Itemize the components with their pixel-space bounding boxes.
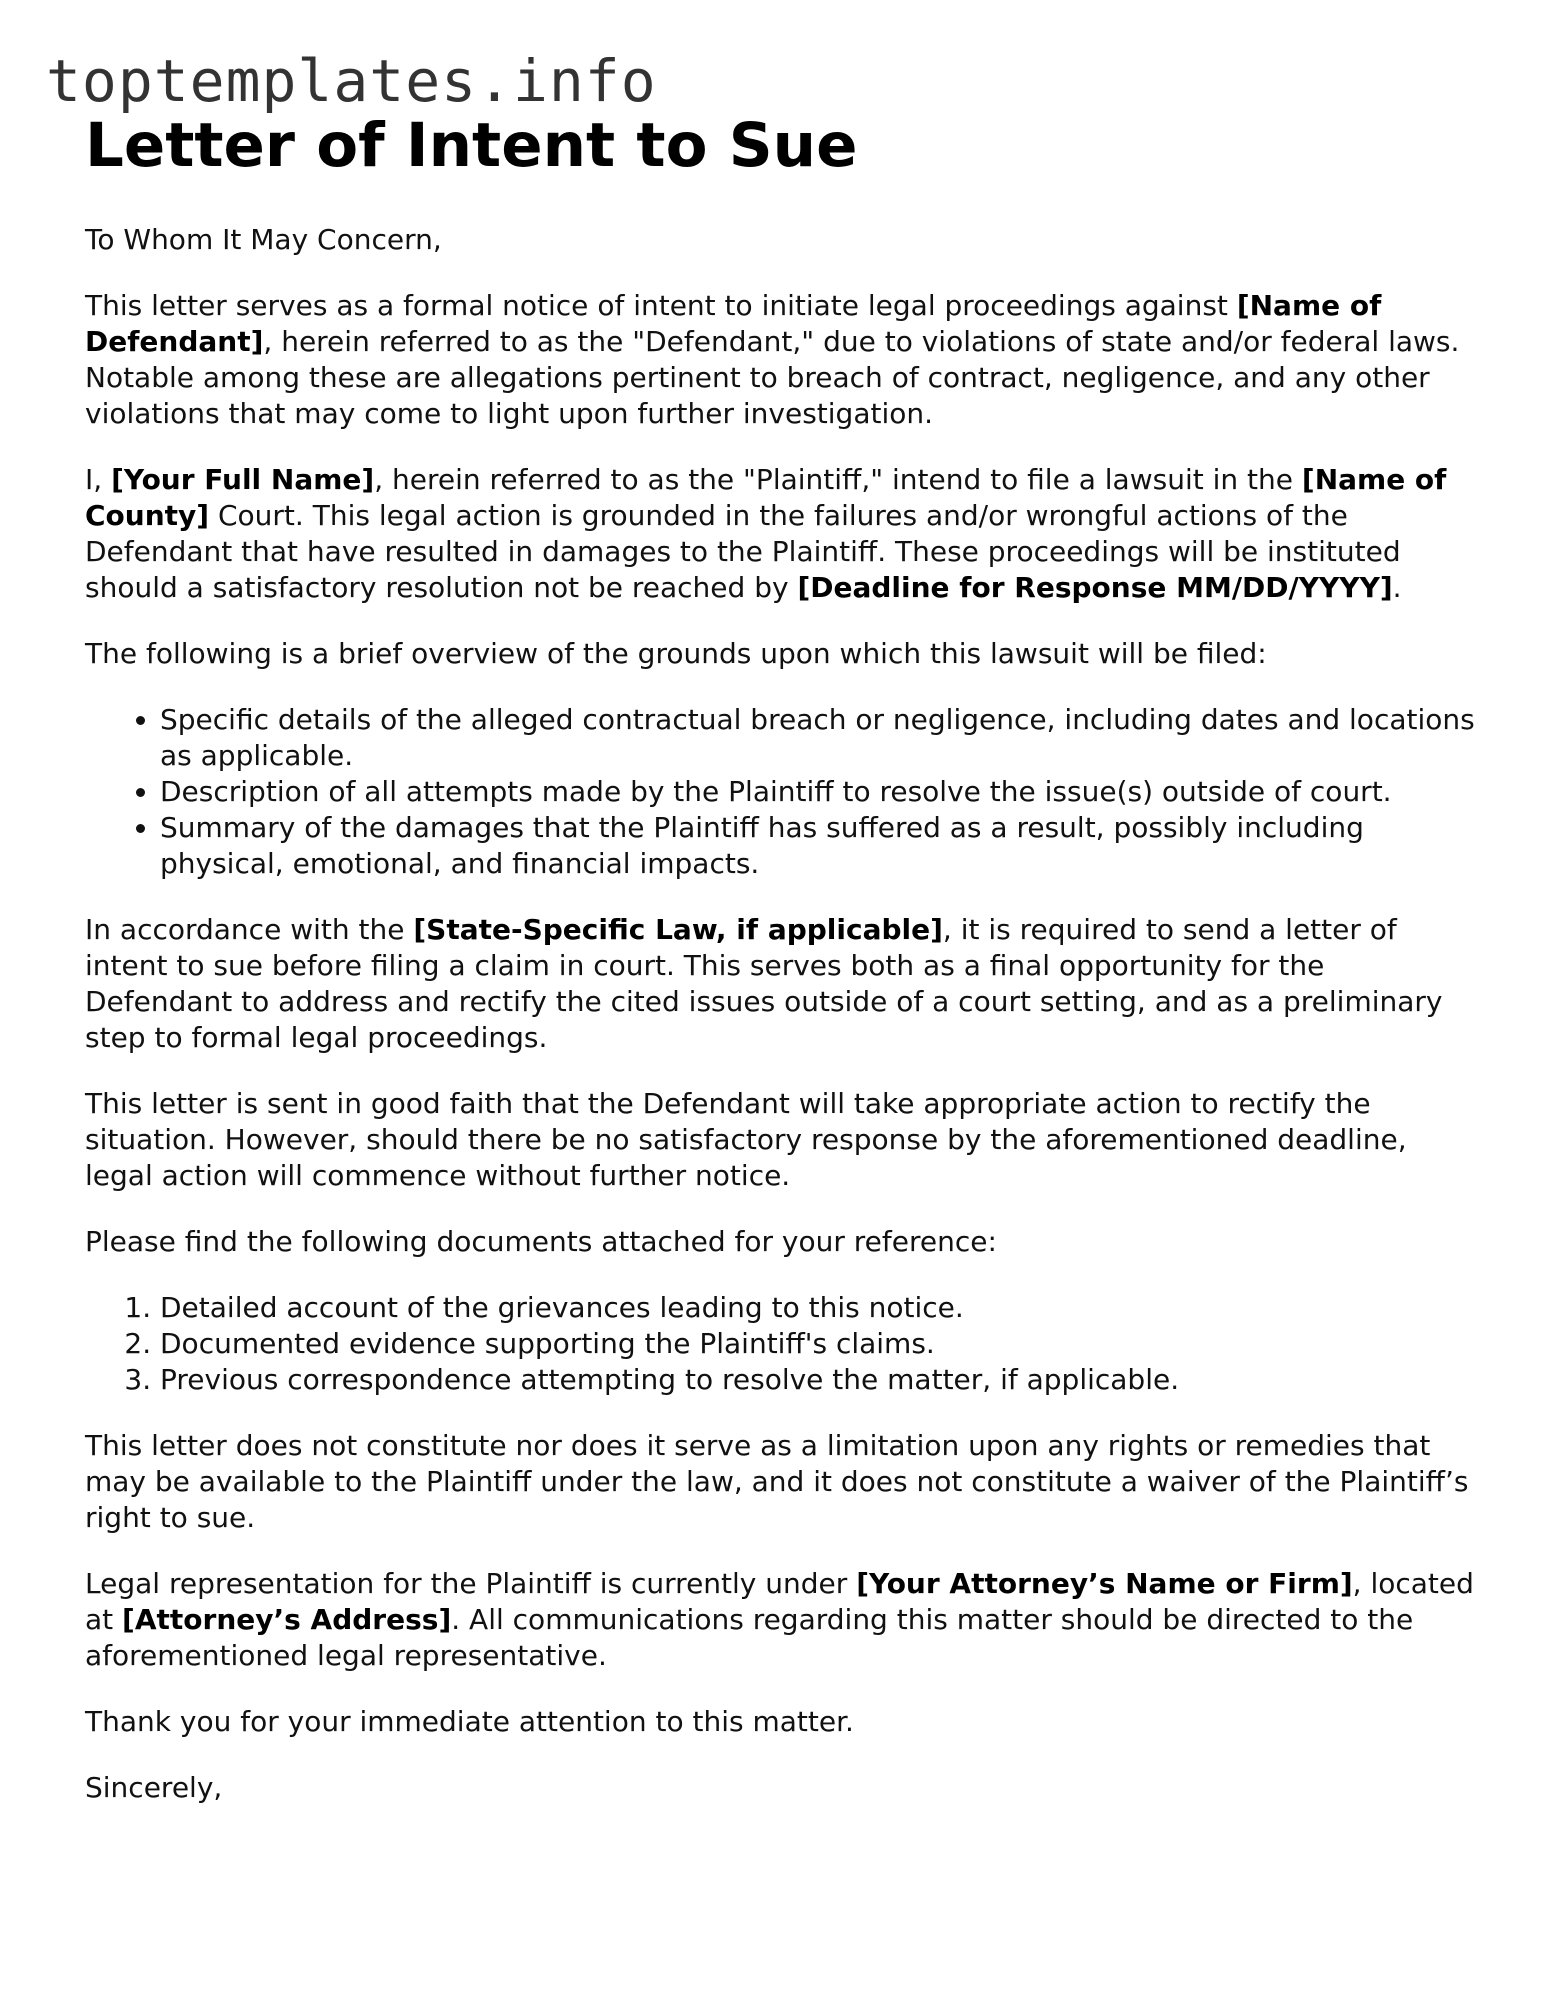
list-item: 3. Previous correspondence attempting to resolve the matter, if applicable. xyxy=(160,1362,1475,1398)
placeholder-attorney-name: [Your Attorney’s Name or Firm] xyxy=(856,1567,1353,1600)
placeholder-county: [Name of County] xyxy=(85,463,1447,532)
text: , located at xyxy=(85,1567,1474,1636)
placeholder-defendant-name: [Name of Defendant] xyxy=(85,289,1382,358)
paragraph-state-law xyxy=(85,912,1475,1056)
text: , herein referred to as the "Defendant," due to violations of state and/or federal laws. Notable among these are allegations pertinent to breach of contract, negligence, and any other violations that may come to light upon further investigation. xyxy=(85,325,1460,430)
paragraph-attorney xyxy=(85,1566,1475,1674)
text: , herein referred to as the "Plaintiff," intend to file a lawsuit in the xyxy=(374,463,1302,496)
placeholder-full-name: [Your Full Name] xyxy=(111,463,375,496)
paragraph-grounds-intro: The following is a brief overview of the grounds upon which this lawsuit will be filed: xyxy=(85,637,1267,670)
text: This letter serves as a formal notice of intent to initiate legal proceedings against xyxy=(85,289,1237,322)
placeholder-deadline: [Deadline for Response MM/DD/YYYY] xyxy=(797,571,1393,604)
paragraph-plaintiff xyxy=(85,462,1475,606)
placeholder-attorney-address: [Attorney’s Address] xyxy=(122,1603,452,1636)
placeholder-state-law: [State-Specific Law, if applicable] xyxy=(413,913,943,946)
list-item: • Summary of the damages that the Plaintiff has suffered as a result, possibly including physical, emotional, and financial impacts. xyxy=(160,810,1475,882)
watermark: toptemplates.info xyxy=(46,47,657,115)
letter-document xyxy=(85,108,1475,1836)
list-item: • Description of all attempts made by the Plaintiff to resolve the issue(s) outside of court. xyxy=(160,774,1475,810)
list-item: 2. Documented evidence supporting the Plaintiff's claims. xyxy=(160,1326,1475,1362)
text: Court. This legal action is grounded in the failures and/or wrongful actions of the Defendant that have resulted in damages to the Plaintiff. These proceedings will be instituted should a satisfactory resolution not be reached by xyxy=(85,499,1401,604)
paragraph-attachments-intro: Please find the following documents attached for your reference: xyxy=(85,1225,997,1258)
closing: Sincerely, xyxy=(85,1771,223,1804)
text: , it is required to send a letter of intent to sue before filing a claim in court. This serves both as a final opportunity for the Defendant to address and rectify the cited issues outside of a court setting, and as a preliminary step to formal legal proceedings. xyxy=(85,913,1443,1054)
letter-title: Letter of Intent to Sue xyxy=(85,110,858,181)
paragraph-thanks: Thank you for your immediate attention to this matter. xyxy=(85,1705,854,1738)
paragraph-good-faith: This letter is sent in good faith that the Defendant will take appropriate action to rectify the situation. However, should there be no satisfactory response by the aforementioned deadline, legal action will commence without further notice. xyxy=(85,1087,1407,1192)
text: . xyxy=(1392,571,1402,604)
text: Legal representation for the Plaintiff is currently under xyxy=(85,1567,857,1600)
greeting: To Whom It May Concern, xyxy=(85,223,442,256)
paragraph-notice xyxy=(85,288,1475,432)
list-item: 1. Detailed account of the grievances leading to this notice. xyxy=(160,1290,1475,1326)
paragraph-rights: This letter does not constitute nor does it serve as a limitation upon any rights or remedies that may be available to the Plaintiff under the law, and it does not constitute a waiver of the Plaintiff’s right to sue. xyxy=(85,1429,1469,1534)
text: I, xyxy=(85,463,112,496)
grounds-list xyxy=(85,702,1475,882)
list-item: • Specific details of the alleged contractual breach or negligence, including dates and locations as applicable. xyxy=(160,702,1475,774)
text: In accordance with the xyxy=(85,913,414,946)
attachments-list xyxy=(85,1290,1475,1398)
text: . All communications regarding this matter should be directed to the aforementioned legal representative. xyxy=(85,1603,1414,1672)
